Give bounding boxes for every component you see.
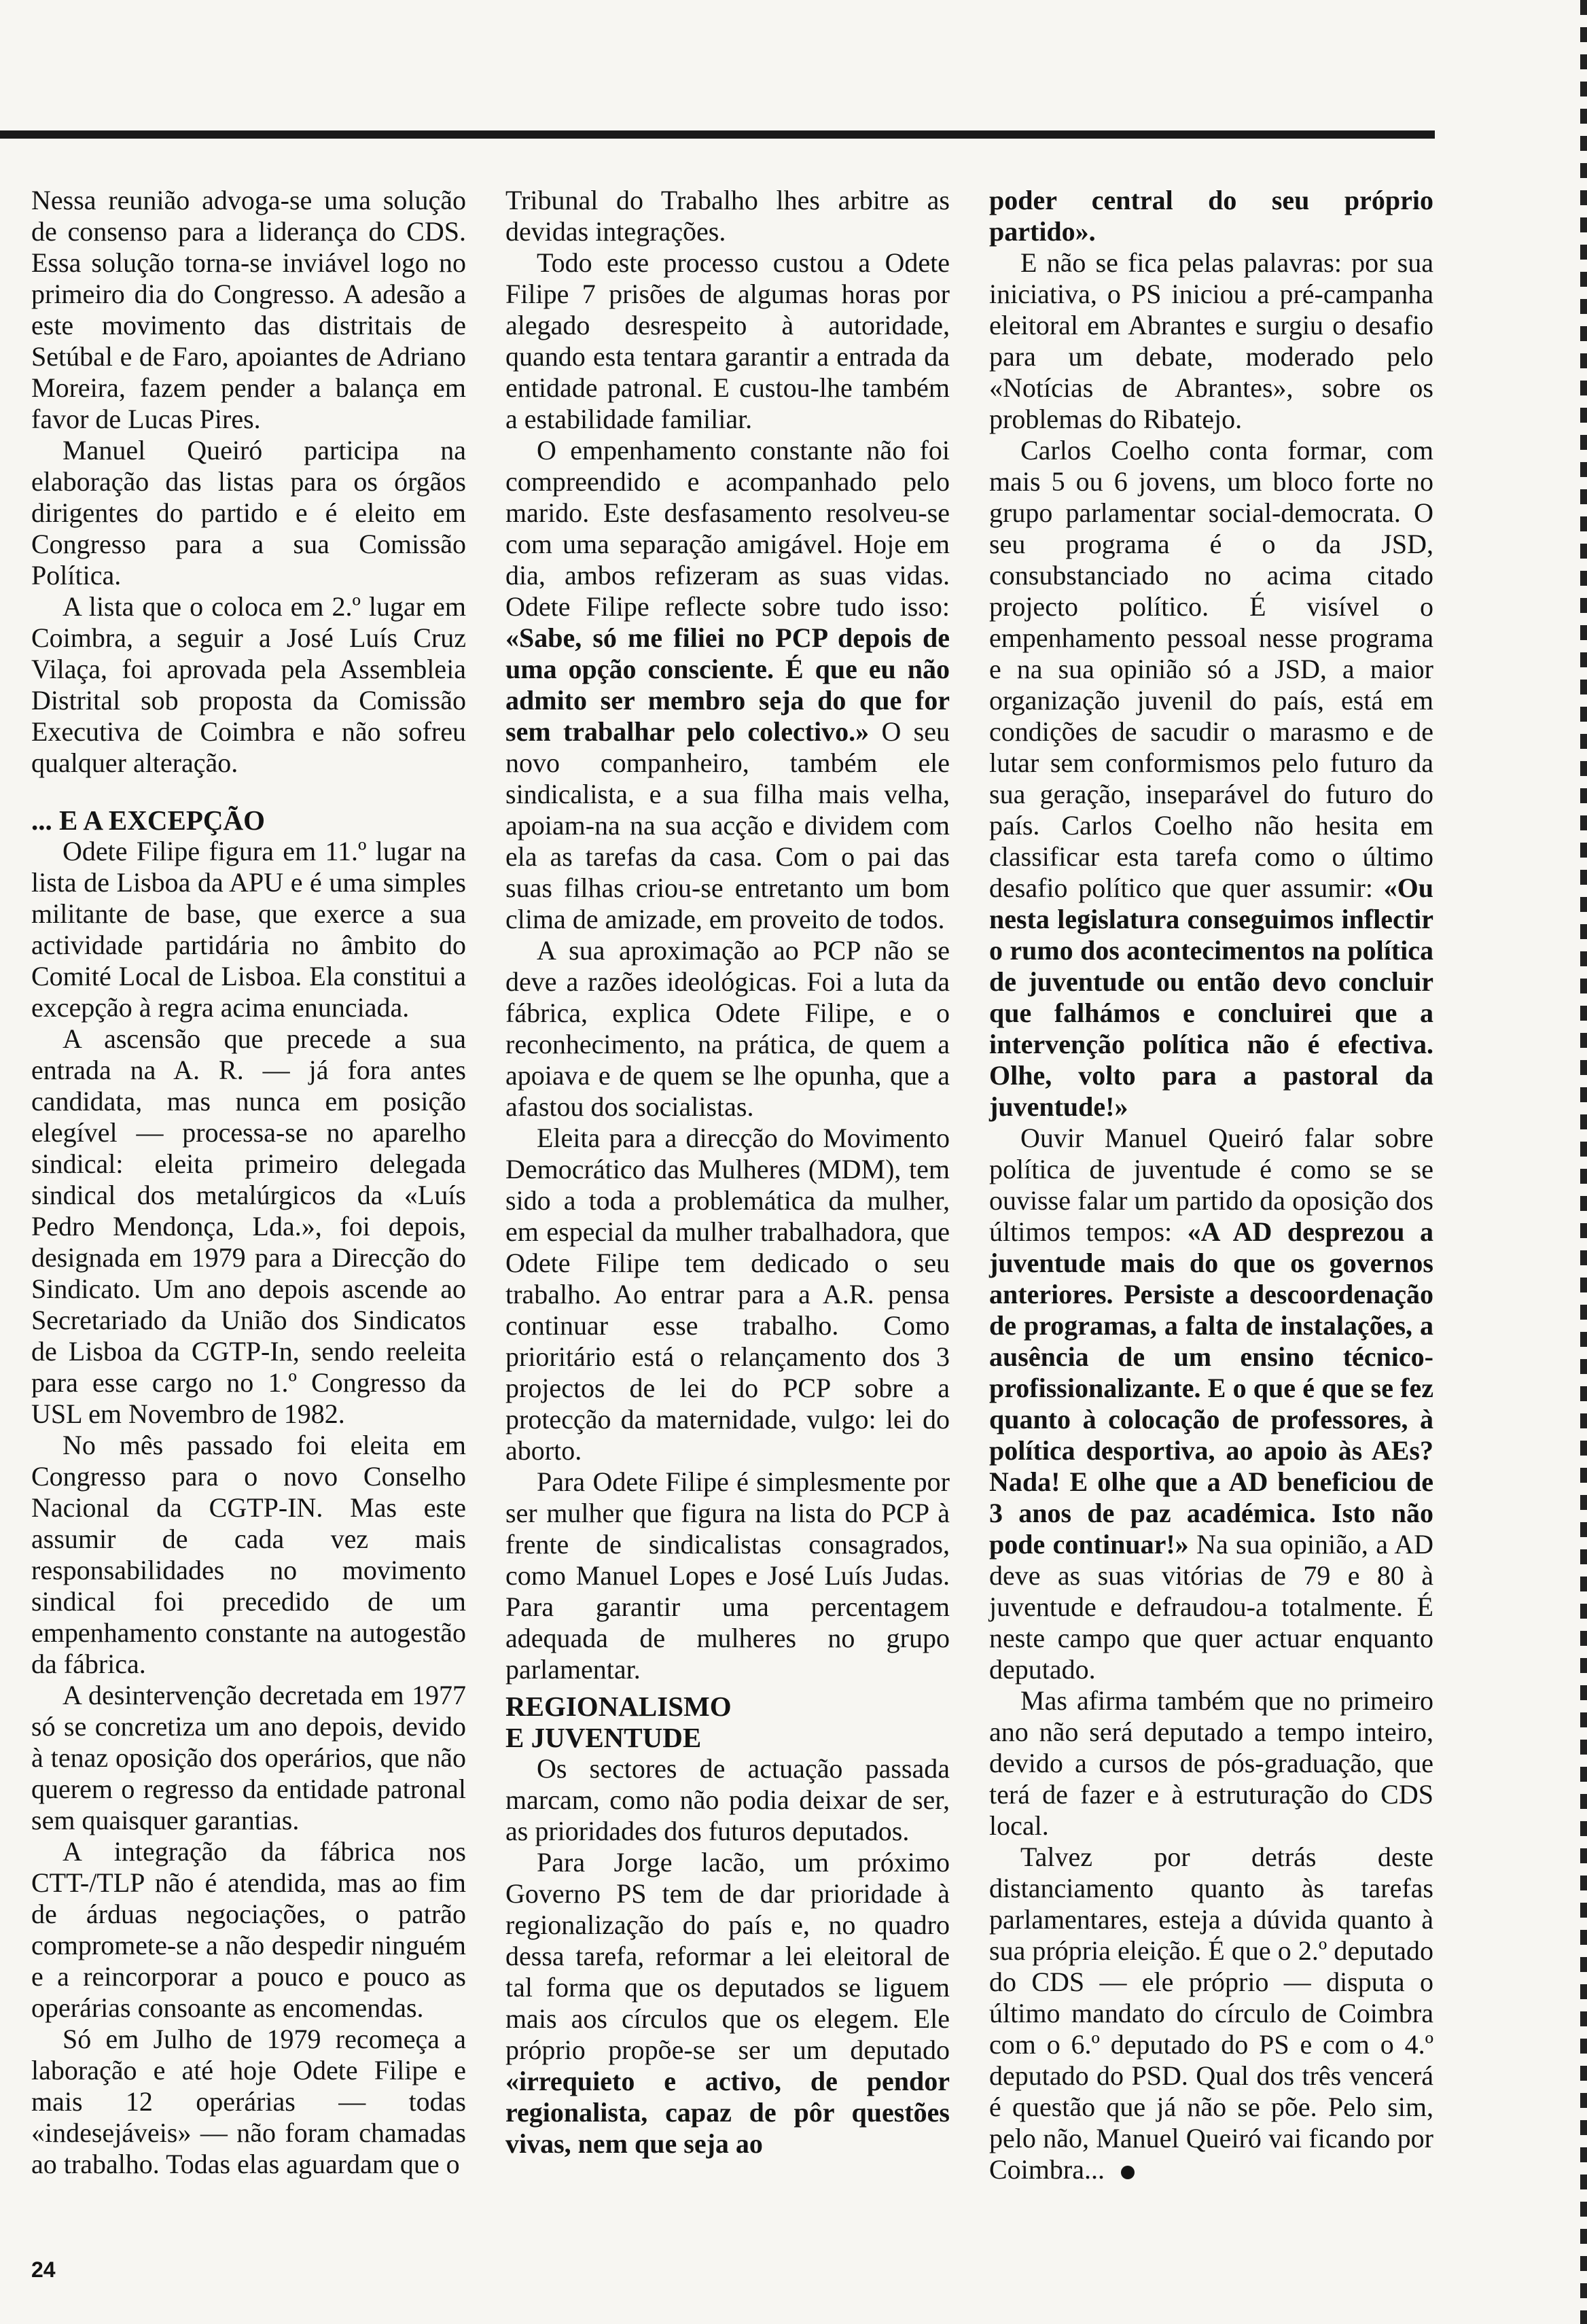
heading-line: E JUVENTUDE [505,1722,702,1753]
quote-bold: poder central do seu próprio partido». [989,185,1433,247]
paragraph [989,1123,1433,1685]
paragraph: A lista que o coloca em 2.º lugar em Coimbra, a seguir a José Luís Cruz Vilaça, foi aprovada pela Assembleia Distrital sob proposta da Comissão Executiva de Coimbra e não sofreu qualquer alteração. [31,591,466,778]
paragraph: Manuel Queiró participa na elaboração das listas para os órgãos dirigentes do partido e é eleito em Congresso para a sua Comissão Política. [31,435,466,591]
quote-bold: «Sabe, só me filiei no PCP depois de uma opção consciente. É que eu não admito ser membro seja do que for sem trabalhar pelo colectivo.» [505,622,950,747]
text-run: Carlos Coelho conta formar, com mais 5 ou 6 jovens, um bloco forte no grupo parlamentar social-democrata. O seu programa é o da JSD, consubstanciado no acima citado projecto político. É visível o empenhamento pessoal nesse programa e na sua opinião só a JSD, a maior organização juvenil do país, está em condições de sacudir o marasmo e de lutar sem conformismos pelo futuro da sua geração, inseparável do futuro do país. Carlos Coelho não hesita em classificar esta tarefa como o último desafio político que quer assumir: [989,435,1433,903]
paragraph [505,1847,950,2160]
paragraph: Eleita para a direcção do Movimento Democrático das Mulheres (MDM), tem sido a toda a problemática da mulher, em especial da mulher trabalhadora, que Odete Filipe tem dedicado o seu trabalho. Ao entrar para a A.R. pensa continuar esse trabalho. Como prioritário está o relançamento dos 3 projectos de lei do PCP sobre a protecção da maternidade, vulgo: lei do aborto. [505,1123,950,1466]
quote-bold: «irrequieto e activo, de pendor regionalista, capaz de pôr questões vivas, nem que seja ao [505,2066,950,2159]
text-run: Talvez por detrás deste distanciamento quanto às tarefas parlamentares, esteja a dúvida quanto à sua própria eleição. É que o 2.º deputado do CDS — ele próprio — disputa o último mandato do círculo de Coimbra com o 6.º deputado do PS e com o 4.º deputado do PSD. Qual dos três vencerá é questão que já não se põe. Pelo sim, pelo não, Manuel Queiró vai ficando por Coimbra... [989,1842,1433,2185]
paragraph: E não se fica pelas palavras: por sua iniciativa, o PS iniciou a pré-campanha eleitoral em Abrantes e surgiu o desafio para um debate, moderado pelo «Notícias de Abrantes», sobre os problemas do Ribatejo. [989,247,1433,434]
text-run: Na sua opinião, a AD deve as suas vitórias de 79 e 80 à juventude e defraudou-a totalmente. É neste campo que quer actuar enquanto deputado. [989,1529,1434,1685]
paragraph: A ascensão que precede a sua entrada na A. R. — já fora antes candidata, mas nunca em posição elegível — processa-se no aparelho sindical: eleita primeiro delegada sindical dos metalúrgicos da «Luís Pedro Mendonça, Lda.», foi depois, designada em 1979 para a Direcção do Sindicato. Um ano depois ascende ao Secretariado da União dos Sindicatos de Lisboa da CGTP-In, sendo reeleita para esse cargo no 1.º Congresso da USL em Novembro de 1982. [31,1023,466,1429]
paragraph: Mas afirma também que no primeiro ano não será deputado a tempo inteiro, devido a cursos de pós-graduação, que terá de fazer e à estruturação do CDS local. [989,1685,1433,1841]
section-heading-excepcao: ... E A EXCEPÇÃO [31,805,265,836]
column-2 [505,185,950,2160]
paragraph: Todo este processo custou a Odete Filipe 7 prisões de algumas horas por alegado desrespeito à autoridade, quando esta tentara garantir a entrada da entidade patronal. E custou-lhe também a estabilidade familiar. [505,247,950,434]
heading-line: REGIONALISMO [505,1691,732,1722]
paragraph: Para Odete Filipe é simplesmente por ser mulher que figura na lista do PCP à frente de sindicalistas consagrados, como Manuel Lopes e José Luís Judas. Para garantir uma percentagem adequada de mulheres no grupo parlamentar. [505,1466,950,1685]
paragraph [505,435,950,935]
end-mark-icon [1121,2166,1135,2179]
column-3 [989,185,1433,2185]
paragraph [989,185,1433,247]
quote-bold: «Ou nesta legislatura conseguimos inflectir o rumo dos acontecimentos na política de juventude ou então devo concluir que falhámos e concluirei que a intervenção política não é efectiva. Olhe, volto para a pastoral da juventude!» [989,873,1433,1122]
page-edge [1580,0,1587,2324]
paragraph [989,435,1433,1123]
quote-bold: «A AD desprezou a juventude mais do que os governos anteriores. Persiste a descoordenação de programas, a falta de instalações, a ausência de um ensino técnico-profissionalizante. E o que é que se fez quanto à colocação de professores, à política desportiva, ao apoio às AEs? Nada! E olhe que a AD beneficiou de 3 anos de paz académica. Isto não pode continuar!» [989,1216,1433,1560]
paragraph: Tribunal do Trabalho lhes arbitre as devidas integrações. [505,185,950,247]
paragraph: Os sectores de actuação passada marcam, como não podia deixar de ser, as prioridades dos futuros deputados. [505,1753,950,1846]
paragraph [989,1842,1433,2185]
paragraph: No mês passado foi eleita em Congresso para o novo Conselho Nacional da CGTP-IN. Mas este assumir de cada vez mais responsabilidades no movimento sindical foi precedido de um empenhamento constante na autogestão da fábrica. [31,1430,466,1679]
paragraph: A desintervenção decretada em 1977 só se concretiza um ano depois, devido à tenaz oposição dos operários, que não querem o regresso da entidade patronal sem quaisquer garantias. [31,1680,466,1835]
text-run: Para Jorge lacão, um próximo Governo PS tem de dar prioridade à regionalização do país e, no quadro dessa tarefa, reformar a lei eleitoral de tal forma que os deputados se liguem mais aos círculos que os elegem. Ele próprio propõe-se ser um deputado [505,1847,950,2065]
paragraph: A sua aproximação ao PCP não se deve a razões ideológicas. Foi a luta da fábrica, explica Odete Filipe, e o reconhecimento, na prática, de quem a apoiava e de quem se lhe opunha, que a afastou dos socialistas. [505,935,950,1122]
text-run: Ouvir Manuel Queiró falar sobre política de juventude é como se se ouvisse falar um partido da oposição dos últimos tempos: [989,1123,1433,1247]
page-number: 24 [31,2257,56,2282]
text-run: O seu novo companheiro, também ele sindicalista, e a sua filha mais velha, apoiam-na na sua acção e dividem com ela as tarefas da casa. Com o pai das suas filhas criou-se entretanto um bom clima de amizade, em proveito de todos. [505,716,950,934]
section-heading-regionalismo [505,1691,950,1753]
paragraph: Só em Julho de 1979 recomeça a laboração e até hoje Odete Filipe e mais 12 operárias — todas «indesejáveis» — não foram chamadas ao trabalho. Todas elas aguardam que o [31,2024,466,2179]
paragraph: Odete Filipe figura em 11.º lugar na lista de Lisboa da APU e é uma simples militante de base, que exerce a sua actividade partidária no âmbito do Comité Local de Lisboa. Ela constitui a excepção à regra acima enunciada. [31,836,466,1023]
text-run: O empenhamento constante não foi compreendido e acompanhado pelo marido. Este desfasamento resolveu-se com uma separação amigável. Hoje em dia, ambos refizeram as suas vidas. Odete Filipe reflecte sobre tudo isso: [505,435,950,622]
column-1 [31,185,466,2180]
paragraph: A integração da fábrica nos CTT-/TLP não é atendida, mas ao fim de árduas negociações, o patrão compromete-se a não despedir ninguém e a reincorporar a pouco e pouco as operárias consoante as encomendas. [31,1836,466,2023]
paragraph: Nessa reunião advoga-se uma solução de consenso para a liderança do CDS. Essa solução torna-se inviável logo no primeiro dia do Congresso. A adesão a este movimento das distritais de Setúbal e de Faro, apoiantes de Adriano Moreira, fazem pender a balança em favor de Lucas Pires. [31,185,466,434]
top-rule [0,130,1435,139]
